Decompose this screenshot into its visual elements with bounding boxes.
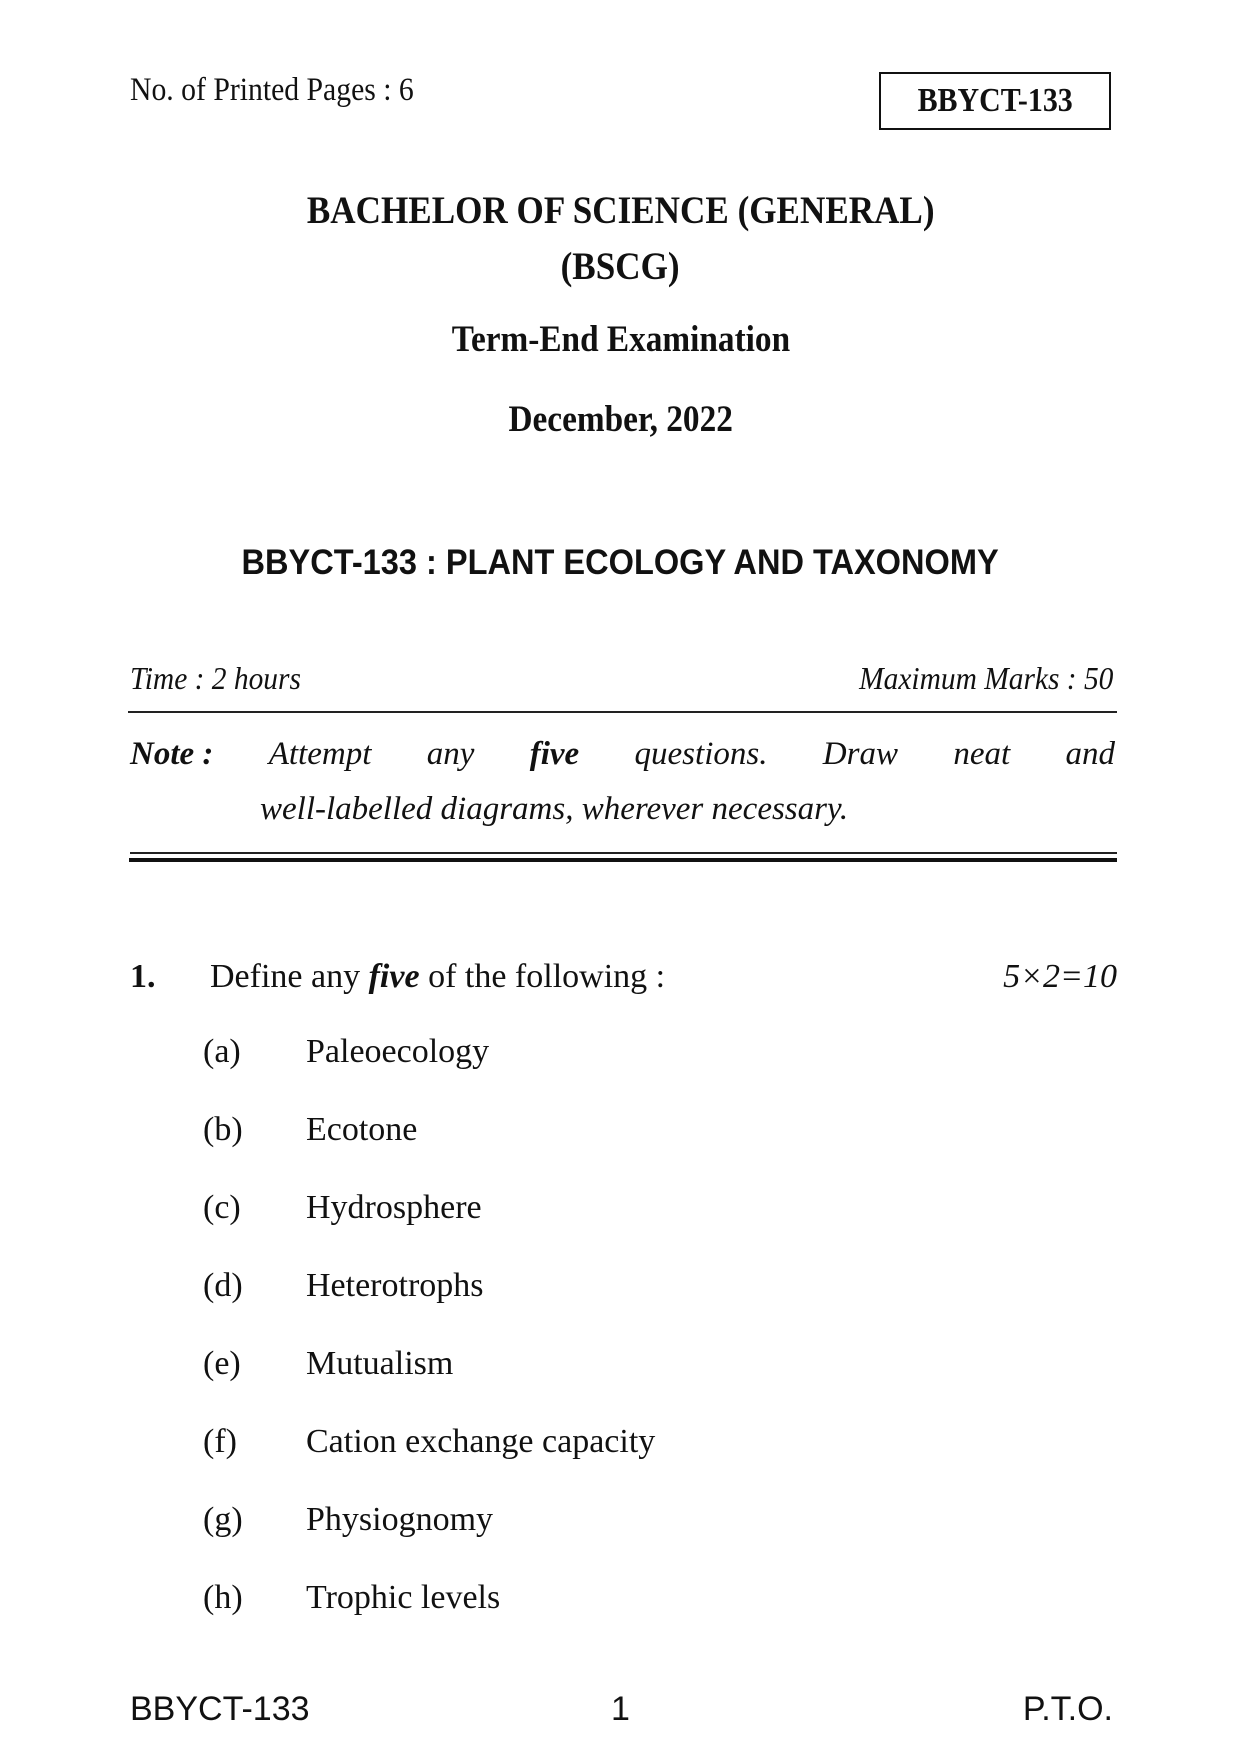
- item-label: (d): [203, 1267, 243, 1304]
- paper-code-label: BBYCT-133: [917, 82, 1073, 119]
- question-text: [210, 958, 665, 996]
- footer-paper-code: BBYCT-133: [130, 1690, 310, 1728]
- footer-pto: P.T.O.: [1022, 1690, 1113, 1728]
- question-text-part: of the following :: [419, 958, 666, 995]
- question-1: [130, 958, 1117, 996]
- item-label: (g): [203, 1501, 243, 1538]
- question-marks: 5×2=10: [1003, 958, 1117, 995]
- note-word: Draw: [822, 736, 898, 772]
- note-word: questions.: [634, 736, 768, 772]
- footer-page-number: 1: [611, 1690, 630, 1728]
- note-line-1: [130, 736, 1115, 773]
- question-text-emphasis: five: [368, 958, 420, 995]
- list-item: [203, 1111, 655, 1189]
- question-1-items: [203, 1033, 655, 1657]
- list-item: [203, 1579, 655, 1657]
- item-label: (c): [203, 1189, 241, 1226]
- maximum-marks-text: Maximum Marks : 50: [858, 660, 1113, 696]
- item-label: (a): [203, 1033, 241, 1070]
- course-title: [0, 543, 1241, 583]
- exam-title: [0, 318, 1241, 361]
- note-word: Attempt: [268, 736, 372, 772]
- item-text: Mutualism: [306, 1345, 454, 1382]
- list-item: [203, 1033, 655, 1111]
- item-label: (h): [203, 1579, 243, 1616]
- programme-title-text: BACHELOR OF SCIENCE (GENERAL): [306, 189, 935, 232]
- note-word: neat: [953, 736, 1011, 772]
- programme-title: [0, 188, 1241, 233]
- time-allowed: [130, 660, 316, 697]
- item-text: Ecotone: [306, 1111, 418, 1148]
- course-title-text: BBYCT-133 : PLANT ECOLOGY AND TAXONOMY: [241, 543, 1000, 582]
- paper-code-box: [879, 72, 1111, 130]
- question-number: 1.: [130, 958, 156, 995]
- item-label: (b): [203, 1111, 243, 1148]
- item-text: Paleoecology: [306, 1033, 490, 1070]
- item-text: Trophic levels: [306, 1579, 501, 1616]
- question-text-part: Define any: [210, 958, 369, 995]
- exam-title-text: Term-End Examination: [451, 319, 790, 360]
- item-text: Hydrosphere: [306, 1189, 482, 1226]
- note-label: Note :: [130, 736, 214, 772]
- list-item: [203, 1345, 655, 1423]
- time-allowed-text: Time : 2 hours: [130, 660, 301, 696]
- list-item: [203, 1189, 655, 1267]
- item-label: (f): [203, 1423, 237, 1460]
- note-line-2: well-labelled diagrams, wherever necessary.: [260, 791, 849, 827]
- list-item: [203, 1501, 655, 1579]
- printed-pages-count: No. of Printed Pages : 6: [130, 72, 414, 108]
- divider-single: [128, 711, 1117, 713]
- programme-abbr: [0, 244, 1241, 289]
- note-word: and: [1065, 736, 1115, 772]
- note-word-emphasis: five: [529, 736, 580, 772]
- list-item: [203, 1423, 655, 1501]
- item-text: Cation exchange capacity: [306, 1423, 656, 1460]
- item-label: (e): [203, 1345, 241, 1382]
- divider-double-thick: [129, 858, 1117, 862]
- item-text: Heterotrophs: [306, 1267, 484, 1304]
- list-item: [203, 1267, 655, 1345]
- exam-session-text: December, 2022: [508, 399, 733, 440]
- programme-abbr-text: (BSCG): [561, 245, 680, 288]
- item-text: Physiognomy: [306, 1501, 494, 1538]
- divider-double-thin: [130, 852, 1117, 854]
- instructions-note: [130, 736, 1115, 828]
- maximum-marks: [837, 660, 1113, 697]
- exam-session: [0, 398, 1241, 441]
- note-word: any: [426, 736, 475, 772]
